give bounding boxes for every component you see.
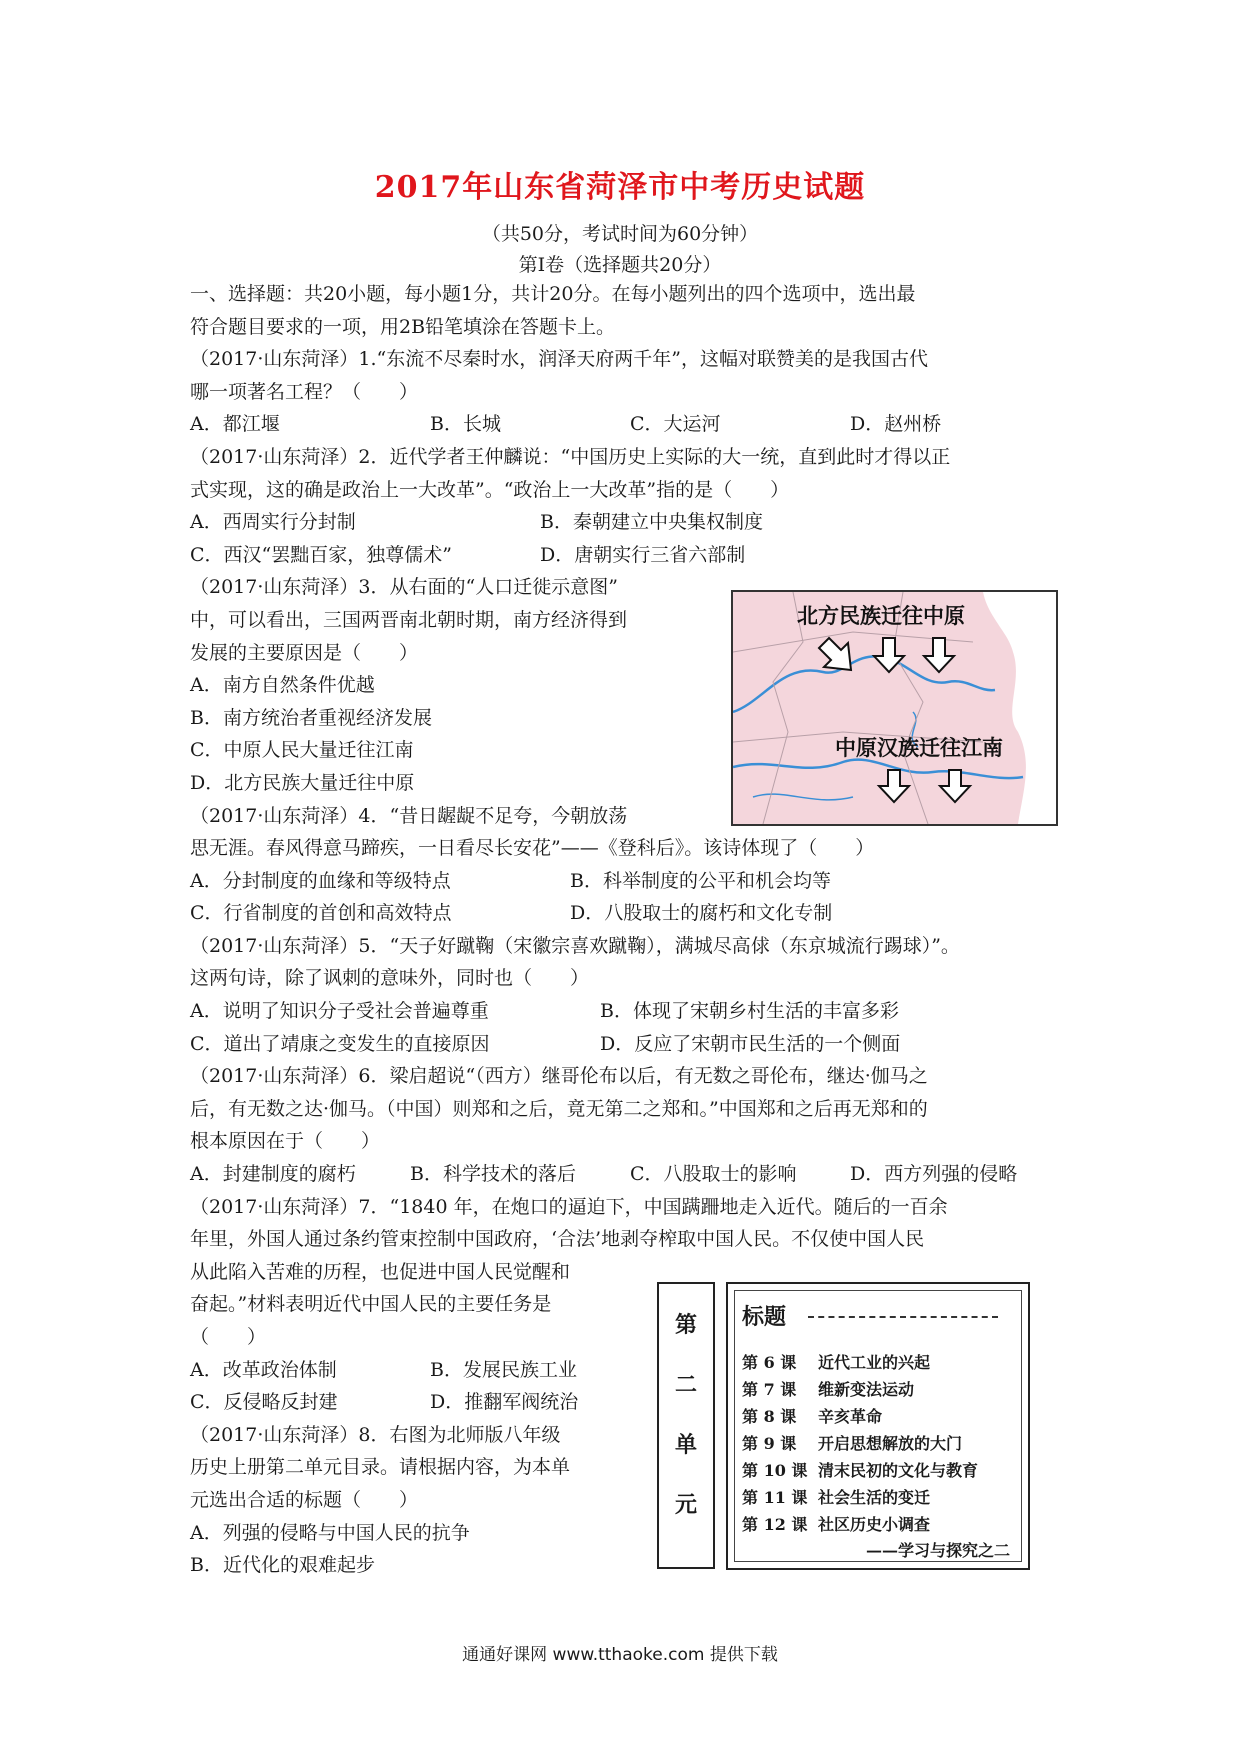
q8-stem-line-2: 历史上册第二单元目录。请根据内容，为本单 xyxy=(190,1456,571,1479)
q3-option-a: A．南方自然条件优越 xyxy=(190,674,375,697)
q1-stem-line-1: （2017·山东菏泽）1.“东流不尽秦时水，润泽天府两千年”，这幅对联赞美的是我国古代 xyxy=(190,348,928,371)
q5-options-row-1 xyxy=(190,995,1058,1028)
lesson-name: 维新变法运动 xyxy=(818,1380,915,1399)
catalog-row xyxy=(742,1377,914,1400)
unit-label-box xyxy=(657,1282,715,1569)
q6-stem-line-1: （2017·山东菏泽）6．梁启超说“（西方）继哥伦布以后，有无数之哥伦布，继达·伽马之 xyxy=(190,1065,928,1088)
catalog-row xyxy=(742,1431,962,1454)
q2-option-d: D．唐朝实行三省六部制 xyxy=(540,543,746,566)
catalog-title-blank xyxy=(808,1316,998,1318)
q5-stem-line-1: （2017·山东菏泽）5．“天子好蹴鞠（宋徽宗喜欢蹴鞠），满城尽高俅（东京城流行踢球）”。 xyxy=(190,934,960,957)
q3-stem-line-1: （2017·山东菏泽）3．从右面的“人口迁徙示意图” xyxy=(190,576,618,599)
q1-option-c: C．大运河 xyxy=(630,413,721,436)
catalog-row xyxy=(742,1404,882,1427)
q8-option-a: A．列强的侵略与中国人民的抗争 xyxy=(190,1521,470,1544)
unit-char-2: 二 xyxy=(674,1372,697,1398)
migration-map-figure xyxy=(731,590,1058,826)
q4-stem-line-1: （2017·山东菏泽）4．“昔日龌龊不足夸，今朝放荡 xyxy=(190,804,628,827)
q7-stem-line-5: （ ） xyxy=(190,1326,267,1348)
q6-option-d: D．西方列强的侵略 xyxy=(850,1163,1018,1186)
q6-option-b: B．科学技术的落后 xyxy=(410,1163,576,1186)
lesson-number: 第 10 课 xyxy=(742,1461,808,1480)
q2-stem-line-2: 式实现，这的确是政治上一大改革”。“政治上一大改革”指的是（ ） xyxy=(190,478,790,501)
map-label-north: 北方民族迁往中原 xyxy=(797,604,965,628)
q7-option-a: A．改革政治体制 xyxy=(190,1358,337,1381)
q2-option-b: B．秦朝建立中央集权制度 xyxy=(540,511,763,534)
q5-option-d: D．反应了宋朝市民生活的一个侧面 xyxy=(600,1032,901,1055)
q4-options-row-2 xyxy=(190,897,1058,930)
unit-catalog-box xyxy=(726,1282,1030,1570)
lesson-name: 辛亥革命 xyxy=(818,1407,883,1426)
q4-option-c: C．行省制度的首创和高效特点 xyxy=(190,902,452,925)
catalog-row xyxy=(742,1350,930,1373)
q2-stem-line-1: （2017·山东菏泽）2．近代学者王仲麟说：“中国历史上实际的大一统，直到此时才得以正 xyxy=(190,445,951,468)
catalog-row xyxy=(742,1512,930,1535)
q3-stem-line-2: 中，可以看出，三国两晋南北朝时期，南方经济得到 xyxy=(190,608,628,631)
instructions-line-1: 一、选择题：共20小题，每小题1分，共计20分。在每小题列出的四个选项中，选出最 xyxy=(190,283,916,305)
q3-option-c: C．中原人民大量迁往江南 xyxy=(190,739,414,762)
unit-char-3: 单 xyxy=(674,1432,697,1458)
q4-option-a: A．分封制度的血缘和等级特点 xyxy=(190,869,451,892)
lesson-number: 第 12 课 xyxy=(742,1515,808,1534)
q8-stem-line-1: （2017·山东菏泽）8．右图为北师版八年级 xyxy=(190,1423,561,1446)
q4-option-b: B．科举制度的公平和机会均等 xyxy=(570,869,831,892)
lesson-number: 第 6 课 xyxy=(742,1353,797,1372)
q1-stem-line-2: 哪一项著名工程？（ ） xyxy=(190,380,419,403)
q5-options-row-2 xyxy=(190,1028,1058,1061)
q5-stem-line-2: 这两句诗，除了讽刺的意味外，同时也（ ） xyxy=(190,967,590,990)
q1-option-d: D．赵州桥 xyxy=(850,413,942,436)
q7-stem-line-4: 奋起。”材料表明近代中国人民的主要任务是 xyxy=(190,1293,552,1316)
lesson-number: 第 7 课 xyxy=(742,1380,797,1399)
catalog-heading: 标题 xyxy=(742,1304,787,1330)
lesson-number: 第 8 课 xyxy=(742,1407,797,1426)
q4-option-d: D．八股取士的腐朽和文化专制 xyxy=(570,902,833,925)
instructions-line-2: 符合题目要求的一项，用2B铅笔填涂在答题卡上。 xyxy=(190,315,616,338)
q7-stem-line-2: 年里，外国人通过条约管束控制中国政府，‘合法’地剥夺榨取中国人民。不仅使中国人民 xyxy=(190,1228,925,1251)
q5-option-a: A．说明了知识分子受社会普遍尊重 xyxy=(190,1000,489,1023)
lesson-name: 开启思想解放的大门 xyxy=(818,1434,963,1453)
q4-stem-line-2: 思无涯。春风得意马蹄疾，一日看尽长安花”——《登科后》。该诗体现了（ ） xyxy=(190,837,875,860)
q3-option-d: D．北方民族大量迁往中原 xyxy=(190,771,415,794)
document-title: 2017年山东省菏泽市中考历史试题 xyxy=(374,170,866,205)
q6-option-c: C．八股取士的影响 xyxy=(630,1163,797,1186)
q2-options-row-1 xyxy=(190,506,1058,539)
q6-stem-line-3: 根本原因在于（ ） xyxy=(190,1130,381,1153)
q3-stem-line-3: 发展的主要原因是（ ） xyxy=(190,641,419,664)
lesson-number: 第 11 课 xyxy=(742,1488,808,1507)
part-heading: 第Ⅰ卷（选择题共20分） xyxy=(518,254,722,276)
q1-options xyxy=(190,408,1058,441)
q8-stem-line-3: 元选出合适的标题（ ） xyxy=(190,1488,419,1511)
catalog-row xyxy=(742,1485,930,1508)
q6-options xyxy=(190,1158,1058,1191)
document-subtitle: （共50分，考试时间为60分钟） xyxy=(481,223,759,245)
q4-options-row-1 xyxy=(190,865,1058,898)
lesson-name: 社会生活的变迁 xyxy=(818,1488,931,1507)
q1-option-a: A．都江堰 xyxy=(190,413,280,436)
map-label-south: 中原汉族迁往江南 xyxy=(835,736,1003,760)
q5-option-b: B．体现了宋朝乡村生活的丰富多彩 xyxy=(600,1000,899,1023)
q6-stem-line-2: 后，有无数之达·伽马。（中国）则郑和之后，竟无第二之郑和。”中国郑和之后再无郑和的 xyxy=(190,1097,928,1120)
q2-option-a: A．西周实行分封制 xyxy=(190,511,356,534)
q7-stem-line-3: 从此陷入苦难的历程，也促进中国人民觉醒和 xyxy=(190,1260,571,1283)
lesson-name: 社区历史小调查 xyxy=(818,1515,931,1534)
q7-option-d: D．推翻军阀统治 xyxy=(430,1391,579,1414)
lesson-number: 第 9 课 xyxy=(742,1434,797,1453)
page-footer: 通通好课网 www.tthaoke.com 提供下载 xyxy=(462,1645,778,1665)
q5-option-c: C．道出了靖康之变发生的直接原因 xyxy=(190,1032,490,1055)
q7-option-c: C．反侵略反封建 xyxy=(190,1391,338,1414)
q6-option-a: A．封建制度的腐朽 xyxy=(190,1163,356,1186)
q3-option-b: B．南方统治者重视经济发展 xyxy=(190,706,432,729)
q2-option-c: C．西汉“罢黜百家，独尊儒术” xyxy=(190,543,452,566)
unit-char-1: 第 xyxy=(674,1312,697,1338)
catalog-row xyxy=(742,1458,978,1481)
lesson-name: 近代工业的兴起 xyxy=(818,1353,931,1372)
q7-option-b: B．发展民族工业 xyxy=(430,1358,577,1381)
unit-char-4: 元 xyxy=(674,1492,697,1518)
q8-option-b: B．近代化的艰难起步 xyxy=(190,1554,375,1577)
lesson-name: 清末民初的文化与教育 xyxy=(818,1461,979,1480)
q7-stem-line-1: （2017·山东菏泽）7．“1840 年，在炮口的逼迫下，中国蹒跚地走入近代。随后的一百余 xyxy=(190,1195,948,1218)
catalog-footnote: ——学习与探究之二 xyxy=(865,1541,1010,1560)
q1-option-b: B．长城 xyxy=(430,413,501,436)
q2-options-row-2 xyxy=(190,539,1058,572)
